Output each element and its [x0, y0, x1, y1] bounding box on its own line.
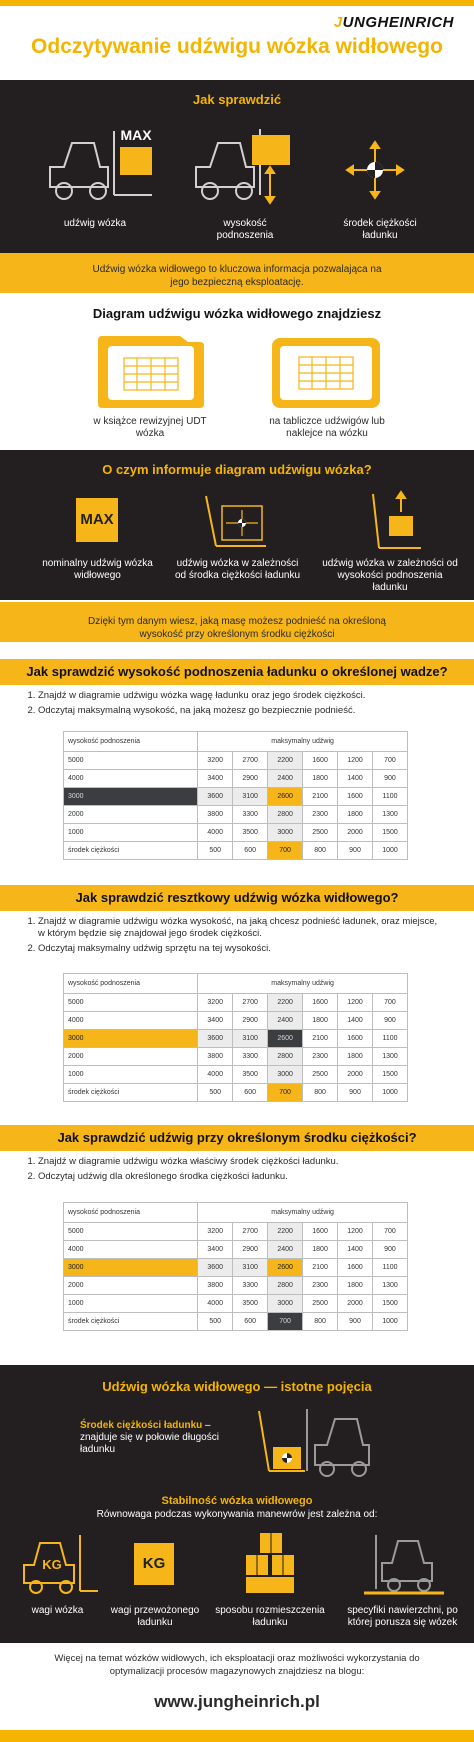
- table-cell: 1600: [338, 788, 373, 806]
- section-a-step: 2. Odczytaj maksymalną wysokość, na jaką możesz go bezpiecznie podnieść.: [38, 705, 438, 717]
- table-cell: 1300: [372, 1048, 407, 1066]
- table-cell: 900: [372, 1012, 407, 1030]
- concepts-heading: Udźwig wózka widłowego — istotne pojęcia: [102, 1379, 372, 1394]
- table-cell: 1200: [338, 1223, 373, 1241]
- table-cell: 3500: [233, 1295, 268, 1313]
- table-cell: 3300: [233, 1048, 268, 1066]
- table-cell: środek ciężkości: [64, 1084, 198, 1102]
- where-label-book: w książce rewizyjnej UDT wózka: [93, 416, 207, 439]
- table-cell: 1800: [303, 1241, 338, 1259]
- table-cell: 4000: [198, 1295, 233, 1313]
- table-cell: 2000: [64, 1277, 198, 1295]
- section-a-step: 1. Znajdź w diagramie udźwigu wózka wagę ładunku oraz jego środek ciężkości.: [38, 690, 438, 702]
- table-cell: 900: [338, 842, 373, 860]
- page-title: Odczytywanie udźwigu wózka widłowego: [31, 35, 443, 58]
- table-cell: 2100: [303, 788, 338, 806]
- table-cell: 2800: [268, 1048, 303, 1066]
- table-cell: 1800: [303, 770, 338, 788]
- table-cell: 3100: [233, 1030, 268, 1048]
- table-cell: 3000: [64, 1030, 198, 1048]
- how-check-label-capacity: udźwig wózka: [63, 218, 127, 229]
- table-cell: 700: [268, 842, 303, 860]
- table-row: [64, 1295, 408, 1313]
- table-cell: 1000: [372, 1313, 407, 1331]
- center-of-gravity-icon: [345, 140, 405, 200]
- table-cell: 2000: [64, 806, 198, 824]
- table-cell: 900: [372, 1241, 407, 1259]
- forklift-max-badge: MAX: [120, 127, 152, 143]
- table-row: [64, 788, 408, 806]
- table-cell: środek ciężkości: [64, 842, 198, 860]
- table-row: [64, 1084, 408, 1102]
- where-heading: Diagram udźwigu wózka widłowego znajdziesz: [92, 306, 382, 321]
- table-cell: 600: [233, 1084, 268, 1102]
- table-cell: 2400: [268, 1241, 303, 1259]
- table-cell: 800: [303, 842, 338, 860]
- cog-definition: Środek ciężkości ładunku – znajduje się w połowie długości ładunku: [80, 1420, 219, 1455]
- table-cell: 1500: [372, 1295, 407, 1313]
- table-cell: 1500: [372, 1066, 407, 1084]
- table-cell: 3800: [198, 1277, 233, 1295]
- table-cell: 900: [372, 770, 407, 788]
- table-cell: 500: [198, 1313, 233, 1331]
- informs-label-center: udźwig wózka w zależności od środka ciężkości ładunku: [174, 558, 301, 581]
- section-c-steps: [38, 1156, 438, 1186]
- stability-label-surface: specyfiki nawierzchni, po której porusza się wózek: [347, 1605, 458, 1628]
- table-cell: 3100: [233, 788, 268, 806]
- section-c-heading: Jak sprawdzić udźwig przy określonym środku ciężkości?: [0, 1125, 474, 1151]
- table-header-capacity: maksymalny udźwig: [198, 732, 408, 752]
- how-check-section: [0, 80, 474, 253]
- table-cell: 3000: [64, 1259, 198, 1277]
- table-cell: 2500: [303, 1295, 338, 1313]
- forklift-ground-icon: [364, 1533, 444, 1595]
- table-cell: 2900: [233, 1241, 268, 1259]
- table-cell: 3600: [198, 1259, 233, 1277]
- table-cell: 600: [233, 1313, 268, 1331]
- table-cell: 800: [303, 1313, 338, 1331]
- table-cell: 2600: [268, 788, 303, 806]
- section-b-heading: Jak sprawdzić resztkowy udźwig wózka widłowego?: [0, 885, 474, 911]
- table-row: [64, 1259, 408, 1277]
- table-cell: 3600: [198, 1030, 233, 1048]
- table-cell: 2400: [268, 1012, 303, 1030]
- table-cell: 1000: [64, 1295, 198, 1313]
- table-cell: 2700: [233, 994, 268, 1012]
- table-row: [64, 1223, 408, 1241]
- section-c-step: 2. Odczytaj udźwig dla określonego środka ciężkości ładunku.: [38, 1171, 438, 1183]
- table-cell: 700: [372, 994, 407, 1012]
- how-check-heading: Jak sprawdzić: [192, 92, 282, 107]
- table-cell: 2600: [268, 1259, 303, 1277]
- table-cell: 2800: [268, 1277, 303, 1295]
- table-cell: 900: [338, 1313, 373, 1331]
- table-cell: 5000: [64, 1223, 198, 1241]
- table-cell: 1200: [338, 994, 373, 1012]
- table-row: [64, 1066, 408, 1084]
- how-check-label-cog: środek ciężkości ładunku: [343, 218, 417, 241]
- book-icon: [98, 336, 204, 408]
- table-cell: 2600: [268, 1030, 303, 1048]
- table-header-height: wysokość podnoszenia: [64, 732, 198, 752]
- table-cell: 500: [198, 1084, 233, 1102]
- table-cell: 1100: [372, 1030, 407, 1048]
- table-header-capacity: maksymalny udźwig: [198, 1203, 408, 1223]
- table-cell: 2300: [303, 1277, 338, 1295]
- where-label-sticker: na tabliczce udźwigów lub naklejce na wózku: [269, 416, 385, 439]
- section-b-steps: [38, 916, 438, 958]
- table-cell: 1300: [372, 1277, 407, 1295]
- table-cell: 5000: [64, 752, 198, 770]
- table-cell: 2800: [268, 806, 303, 824]
- capacity-table-b: [63, 973, 408, 1102]
- table-cell: 4000: [64, 1241, 198, 1259]
- table-cell: 2500: [303, 1066, 338, 1084]
- fork-height-icon: [365, 490, 425, 554]
- section-b-step: 2. Odczytaj maksymalny udźwig sprzętu na tej wysokości.: [38, 943, 438, 955]
- table-cell: 2700: [233, 1223, 268, 1241]
- table-cell: 2900: [233, 770, 268, 788]
- table-row: [64, 806, 408, 824]
- table-cell: 2400: [268, 770, 303, 788]
- table-cell: 3400: [198, 770, 233, 788]
- forklift-load-cog-icon: [255, 1405, 375, 1477]
- informs-section: [0, 450, 474, 600]
- table-cell: 3400: [198, 1241, 233, 1259]
- table-cell: 3000: [64, 788, 198, 806]
- table-row: [64, 824, 408, 842]
- table-cell: 3200: [198, 1223, 233, 1241]
- table-cell: 2300: [303, 806, 338, 824]
- table-cell: 2000: [338, 824, 373, 842]
- table-cell: 1200: [338, 752, 373, 770]
- table-cell: 2200: [268, 1223, 303, 1241]
- table-cell: 3100: [233, 1259, 268, 1277]
- table-cell: 1400: [338, 770, 373, 788]
- forklift-kg-badge: KG: [42, 1557, 62, 1572]
- stability-label-load-weight: wagi przewożonego ładunku: [110, 1605, 200, 1628]
- forklift-max-icon: [42, 125, 157, 205]
- table-row: [64, 1012, 408, 1030]
- table-cell: 3800: [198, 1048, 233, 1066]
- table-cell: 2200: [268, 994, 303, 1012]
- table-cell: 1600: [303, 994, 338, 1012]
- table-cell: 1000: [372, 1084, 407, 1102]
- forklift-lift-height-icon: [190, 125, 305, 205]
- stability-label-truck-weight: wagi wózka: [31, 1605, 84, 1616]
- table-cell: 3000: [268, 1066, 303, 1084]
- informs-heading: O czym informuje diagram udźwigu wózka?: [102, 462, 372, 477]
- table-cell: 1800: [338, 1048, 373, 1066]
- forklift-kg-icon: [20, 1533, 100, 1595]
- table-cell: 2000: [64, 1048, 198, 1066]
- section-a-heading: Jak sprawdzić wysokość podnoszenia ładunku o określonej wadze?: [0, 659, 474, 685]
- stability-title: Stabilność wózka widłowego: [161, 1495, 313, 1507]
- table-cell: 2100: [303, 1030, 338, 1048]
- table-cell: 1100: [372, 788, 407, 806]
- table-cell: 3200: [198, 752, 233, 770]
- table-cell: 700: [372, 752, 407, 770]
- table-cell: 1100: [372, 1259, 407, 1277]
- table-row: [64, 994, 408, 1012]
- stability-desc: Równowaga podczas wykonywania manewrów jest zależna od:: [96, 1509, 378, 1520]
- table-cell: 4000: [198, 1066, 233, 1084]
- section-b-step: 1. Znajdź w diagramie udźwigu wózka wysokość, na jaką chcesz podnieść ładunek, oraz miejsce, w którym będzie się znajdował jego środek ciężkości.: [38, 916, 438, 940]
- bottom-accent-bar: [0, 1730, 474, 1742]
- capacity-table-a: [63, 731, 408, 860]
- max-box-icon: MAX: [76, 498, 118, 542]
- table-cell: 2300: [303, 1048, 338, 1066]
- kg-box-icon: KG: [134, 1543, 174, 1585]
- table-cell: 1800: [338, 1277, 373, 1295]
- table-cell: 700: [268, 1313, 303, 1331]
- jungheinrich-logo: JUNGHEINRICH: [333, 14, 454, 31]
- table-cell: 4000: [64, 770, 198, 788]
- table-cell: środek ciężkości: [64, 1313, 198, 1331]
- table-header-height: wysokość podnoszenia: [64, 974, 198, 994]
- informs-label-height: udźwig wózka w zależności od wysokości podnoszenia ładunku: [322, 558, 458, 593]
- table-row: [64, 1241, 408, 1259]
- fork-center-icon: [200, 492, 270, 552]
- table-cell: 1400: [338, 1241, 373, 1259]
- section-c-step: 1. Znajdź w diagramie udźwigu wózka właściwy środek ciężkości ładunku.: [38, 1156, 438, 1168]
- blog-link[interactable]: www.jungheinrich.pl: [154, 1692, 320, 1711]
- table-row: [64, 842, 408, 860]
- sticker-icon: [272, 338, 380, 408]
- table-row: [64, 1313, 408, 1331]
- table-cell: 1800: [303, 1012, 338, 1030]
- table-cell: 1800: [338, 806, 373, 824]
- table-cell: 900: [338, 1084, 373, 1102]
- table-cell: 1600: [303, 1223, 338, 1241]
- table-cell: 3500: [233, 1066, 268, 1084]
- table-header-capacity: maksymalny udźwig: [198, 974, 408, 994]
- table-cell: 600: [233, 842, 268, 860]
- table-cell: 3500: [233, 824, 268, 842]
- table-cell: 1400: [338, 1012, 373, 1030]
- informs-note: Dzięki tym danym wiesz, jaką masę możesz podnieść na określoną wysokość przy określonym środku ciężkości: [0, 602, 474, 642]
- table-cell: 4000: [64, 1012, 198, 1030]
- table-cell: 2000: [338, 1066, 373, 1084]
- table-cell: 3400: [198, 1012, 233, 1030]
- table-cell: 2900: [233, 1012, 268, 1030]
- table-cell: 3800: [198, 806, 233, 824]
- table-cell: 4000: [198, 824, 233, 842]
- table-cell: 1000: [372, 842, 407, 860]
- how-check-label-height: wysokość podnoszenia: [216, 218, 274, 241]
- table-cell: 2000: [338, 1295, 373, 1313]
- table-cell: 1000: [64, 824, 198, 842]
- concepts-section: [0, 1365, 474, 1643]
- table-cell: 3300: [233, 806, 268, 824]
- table-header-height: wysokość podnoszenia: [64, 1203, 198, 1223]
- cog-desc: znajduje się w połowie długości ładunku: [80, 1432, 219, 1455]
- section-a-steps: [38, 690, 438, 720]
- informs-label-nominal: nominalny udźwig wózka widłowego: [42, 558, 153, 581]
- capacity-table-c: [63, 1202, 408, 1331]
- cog-title: Środek ciężkości ładunku: [80, 1420, 203, 1431]
- table-cell: 1500: [372, 824, 407, 842]
- table-row: [64, 1030, 408, 1048]
- table-cell: 2500: [303, 824, 338, 842]
- table-cell: 800: [303, 1084, 338, 1102]
- table-cell: 1600: [338, 1259, 373, 1277]
- table-cell: 700: [268, 1084, 303, 1102]
- table-cell: 3600: [198, 788, 233, 806]
- table-cell: 1600: [338, 1030, 373, 1048]
- table-cell: 500: [198, 842, 233, 860]
- table-row: [64, 1277, 408, 1295]
- stability-label-distribution: sposobu rozmieszczenia ładunku: [215, 1605, 325, 1628]
- table-cell: 1300: [372, 806, 407, 824]
- table-cell: 3300: [233, 1277, 268, 1295]
- table-row: [64, 1048, 408, 1066]
- stacked-boxes-icon: [240, 1533, 300, 1595]
- table-cell: 2200: [268, 752, 303, 770]
- table-cell: 2700: [233, 752, 268, 770]
- top-accent-bar: [0, 0, 474, 6]
- table-cell: 1600: [303, 752, 338, 770]
- table-cell: 700: [372, 1223, 407, 1241]
- table-cell: 3000: [268, 1295, 303, 1313]
- table-cell: 1000: [64, 1066, 198, 1084]
- table-row: [64, 770, 408, 788]
- footer-text: Więcej na temat wózków widłowych, ich eksploatacji oraz możliwości wykorzystania do optymalizacji procesów magazynowych znajdziesz na blogu:: [54, 1653, 420, 1677]
- table-cell: 5000: [64, 994, 198, 1012]
- table-cell: 3000: [268, 824, 303, 842]
- table-row: [64, 752, 408, 770]
- table-cell: 3200: [198, 994, 233, 1012]
- table-cell: 2100: [303, 1259, 338, 1277]
- how-check-note: Udźwig wózka widłowego to kluczowa informacja pozwalająca na jego bezpieczną eksploatację.: [0, 253, 474, 293]
